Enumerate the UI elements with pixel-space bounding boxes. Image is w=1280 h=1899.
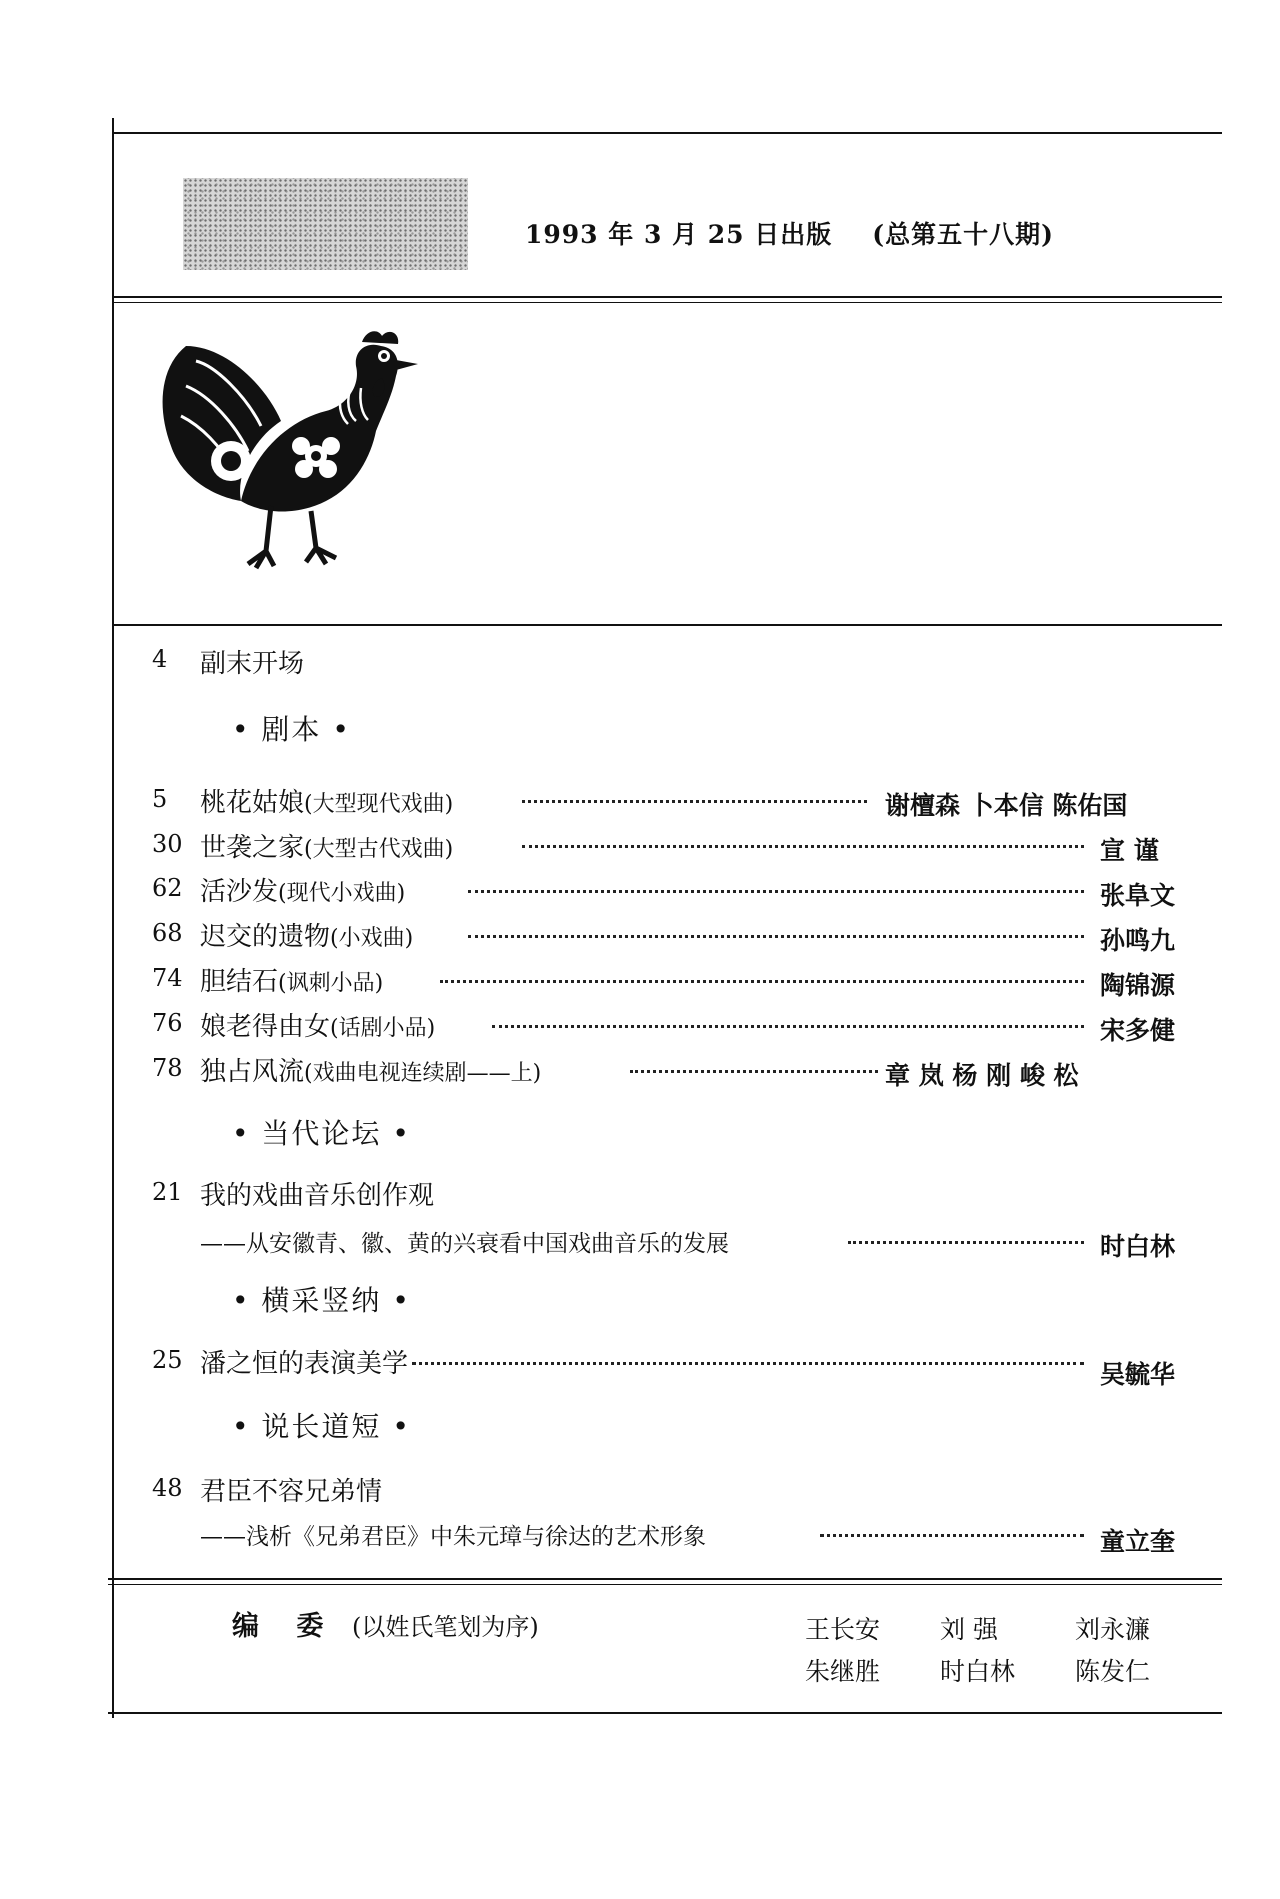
leader-dots: [848, 1241, 1084, 1244]
entry-authors: 孙鸣九: [1100, 926, 1176, 955]
entry-authors: 吴毓华: [1100, 1360, 1176, 1389]
entry-genre: (话剧小品): [330, 1016, 436, 1041]
committee-member: 朱继胜: [805, 1657, 881, 1686]
committee-member: 陈发仁: [1075, 1657, 1151, 1686]
editorial-committee-note: (以姓氏笔划为序): [352, 1613, 539, 1641]
entry-title-text: 桃花姑娘: [200, 788, 305, 818]
toc-entry-title: 我的戏曲音乐创作观: [200, 1181, 435, 1211]
toc-entry-title: 潘之恒的表演美学: [200, 1349, 409, 1379]
toc-entry-title: [200, 782, 453, 819]
toc-entry-title: [200, 961, 383, 998]
header-rule-2: [112, 302, 1222, 303]
entry-authors: 时白林: [1100, 1232, 1176, 1261]
toc-opening-title: 副末开场: [200, 649, 305, 679]
toc-page-number: 62: [152, 874, 183, 902]
leader-dots: [522, 800, 867, 803]
toc-page-number: 78: [152, 1054, 183, 1082]
issue-total: (总第五十八期): [872, 220, 1054, 249]
committee-member: 刘永濂: [1075, 1615, 1151, 1644]
bottom-rule: [108, 1712, 1222, 1714]
entry-genre: (大型古代戏曲): [304, 837, 454, 862]
toc-page-number: 76: [152, 1009, 183, 1037]
toc-entry-title: 君臣不容兄弟情: [200, 1477, 383, 1507]
toc-page-number: 30: [152, 830, 183, 858]
toc-entry-title: [200, 871, 405, 908]
entry-authors: 童立奎: [1100, 1527, 1176, 1556]
toc-entry-subtitle: ——浅析《兄弟君臣》中朱元璋与徐达的艺术形象: [200, 1524, 706, 1550]
toc-entry-title: [200, 1006, 435, 1043]
section-heading-hengcai: • 横采竖纳 •: [232, 1284, 411, 1317]
entry-authors: 陶锦源: [1100, 971, 1176, 1000]
leader-dots: [630, 1070, 878, 1073]
entry-genre: (讽刺小品): [278, 971, 384, 996]
leader-dots: [468, 935, 1084, 938]
masthead-logo: [183, 178, 468, 270]
committee-member: 时白林: [940, 1657, 1016, 1686]
toc-page-number: 48: [152, 1474, 183, 1502]
toc-page-number: 74: [152, 964, 183, 992]
toc-page-number: 5: [152, 785, 168, 813]
issue-date: 1993 年 3 月 25 日出版: [525, 220, 833, 249]
section-heading-scripts: • 剧本 •: [232, 713, 351, 746]
issue-info: [525, 215, 1054, 251]
entry-genre: (戏曲电视连续剧——上): [304, 1061, 542, 1086]
entry-title-text: 活沙发: [200, 877, 279, 907]
entry-title-text: 胆结石: [200, 967, 279, 997]
committee-member: 王长安: [805, 1615, 881, 1644]
section-heading-shuo: • 说长道短 •: [232, 1410, 411, 1443]
toc-entry-subtitle: ——从安徽青、徽、黄的兴衰看中国戏曲音乐的发展: [200, 1231, 729, 1257]
editorial-top-rule-1: [108, 1578, 1222, 1580]
entry-genre: (大型现代戏曲): [304, 792, 454, 817]
entry-title-text: 世袭之家: [200, 833, 305, 863]
toc-page-number: 25: [152, 1346, 183, 1374]
leader-dots: [492, 1025, 1084, 1028]
committee-member: 刘 强: [940, 1615, 998, 1644]
entry-genre: (小戏曲): [330, 926, 414, 951]
section-heading-forum: • 当代论坛 •: [232, 1117, 411, 1150]
entry-authors: 张阜文: [1100, 881, 1176, 910]
rooster-papercut-image: [156, 326, 436, 596]
toc-entry-title: [200, 1051, 541, 1088]
leader-dots: [412, 1362, 1084, 1365]
toc-page-number: 4: [152, 645, 168, 673]
entry-title-text: 娘老得由女: [200, 1012, 331, 1042]
entry-authors: 章 岚 杨 刚 峻 松: [885, 1061, 1079, 1090]
left-frame-rule: [112, 118, 114, 1718]
entry-genre: (现代小戏曲): [278, 881, 406, 906]
leader-dots: [820, 1534, 1084, 1537]
toc-entry-title: [200, 916, 413, 953]
entry-title-text: 迟交的遗物: [200, 922, 331, 952]
entry-authors: 宣 谨: [1100, 836, 1159, 865]
header-rule-1: [112, 296, 1222, 298]
entry-authors: 谢檀森 卜本信 陈佑国: [885, 791, 1128, 820]
editorial-top-rule-2: [108, 1584, 1222, 1585]
top-rule: [112, 132, 1222, 134]
toc-top-rule: [112, 624, 1222, 626]
leader-dots: [468, 890, 1084, 893]
editorial-committee-label: 编 委: [232, 1611, 338, 1642]
toc-page-number: 68: [152, 919, 183, 947]
entry-authors: 宋多健: [1100, 1016, 1176, 1045]
entry-title-text: 独占风流: [200, 1057, 305, 1087]
toc-entry-title: [200, 827, 453, 864]
leader-dots: [522, 845, 1084, 848]
toc-page-number: 21: [152, 1178, 183, 1206]
leader-dots: [440, 980, 1084, 983]
